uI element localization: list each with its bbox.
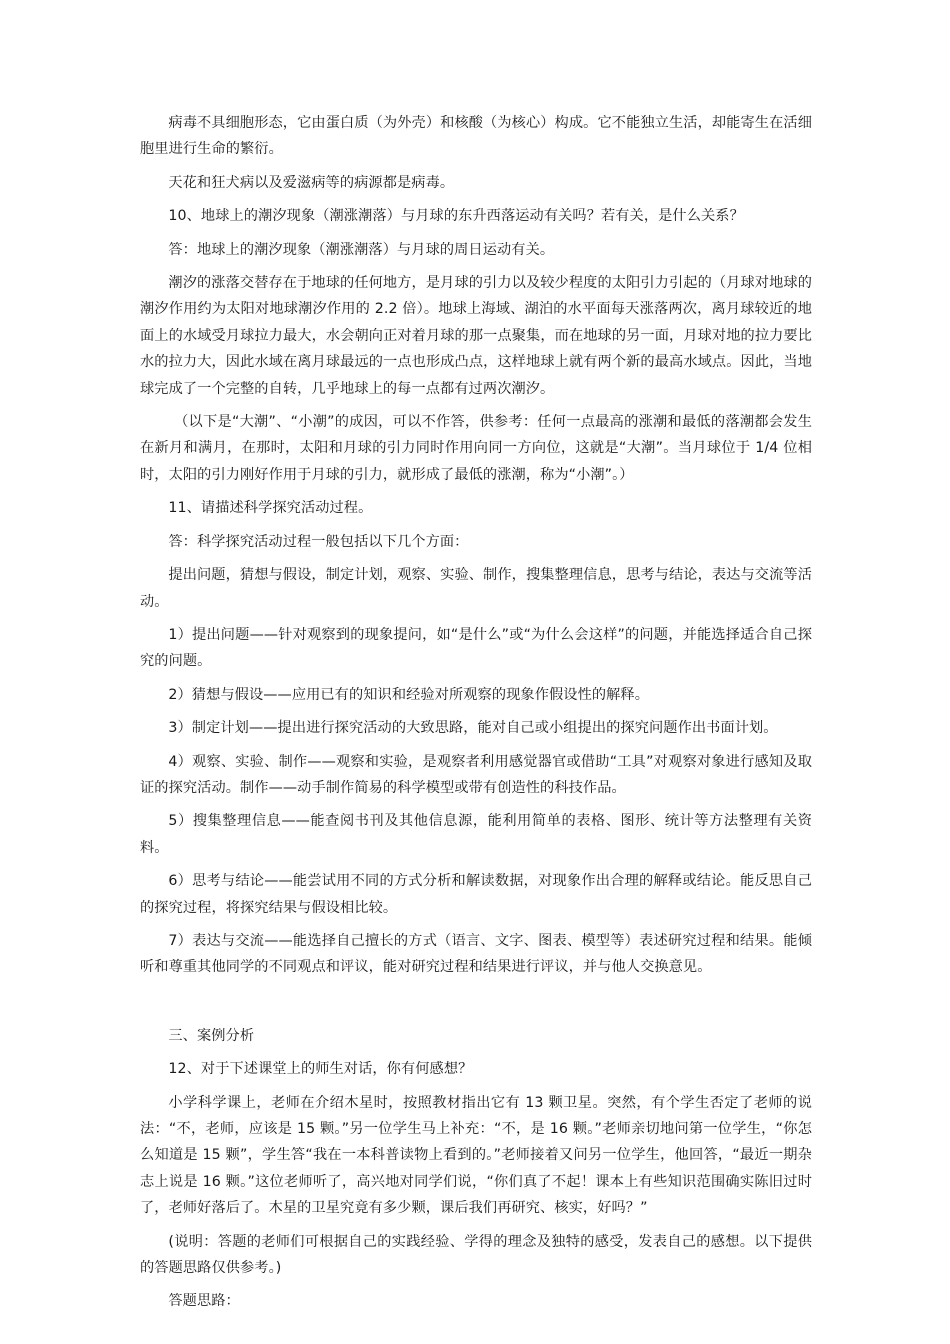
list-item-planning: 3）制定计划——提出进行探究活动的大致思路，能对自己或小组提出的探究问题作出书面计划。 [168, 720, 778, 737]
answer-10: 答：地球上的潮汐现象（潮涨潮落）与月球的周日运动有关。 [168, 241, 555, 258]
list-item-hypothesis: 2）猜想与假设——应用已有的知识和经验对所观察的现象作假设性的解释。 [168, 686, 650, 703]
list-item-collect-info: 5）搜集整理信息——能查阅书刊及其他信息源，能利用简单的表格、图形、统计等方法整理有关资料。 [140, 813, 812, 856]
paragraph-inquiry-overview: 提出问题，猜想与假设，制定计划，观察、实验、制作，搜集整理信息，思考与结论，表达与交流等活动。 [140, 567, 812, 610]
paragraph-answer-note: (说明：答题的老师们可根据自己的实践经验、学得的理念及独特的感受，发表自己的感想。以下提供的答题思路仅供参考。) [140, 1233, 812, 1277]
answer-11: 答：科学探究活动过程一般包括以下几个方面： [168, 533, 469, 550]
list-item-communication: 7）表达与交流——能选择自己擅长的方式（语言、文字、图表、模型等）表述研究过程和结果。能倾听和尊重其他同学的不同观点和评议，能对研究过程和结果进行评议，并与他人交换意见。 [140, 932, 812, 976]
paragraph-tide-explanation: 潮汐的涨落交替存在于地球的任何地方，是月球的引力以及较少程度的太阳引力引起的（月球对地球的潮汐作用约为太阳对地球潮汐作用的 2.2 倍）。地球上海域、湖泊的水平面每天涨落两次，离月球较近的地面上的水域受月球拉力最大，水会朝向正对着月球的那一点聚集，而在地球的另一面，月球对地的拉力要比水的拉力大，因此水域在离月球最远的一点也形成凸点，这样地球上就有两个新的最高水域点。因此，当地球完成了一个完整的自转，几乎地球上的每一点都有过两次潮汐。 [140, 275, 812, 397]
paragraph-classroom-dialogue: 小学科学课上，老师在介绍木星时，按照教材指出它有 13 颗卫星。突然，有个学生否定了老师的说法：“不，老师，应该是 15 颗。”另一位学生马上补充：“不，是 16 颗。”老师亲切地问第一位学生，“你怎么知道是 15 颗”，学生答“我在一本科普读物上看到的。”老师接着又问另一位学生，他回答，“最近一期杂志上说是 16 颗。”这位老师听了，高兴地对同学们说，“你们真了不起！课本上有些知识范围确实陈旧过时了，老师好落后了。木星的卫星究竟有多少颗，课后我们再研究、核实，好吗？” [140, 1094, 812, 1217]
list-item-conclusion: 6）思考与结论——能尝试用不同的方式分析和解读数据，对现象作出合理的解释或结论。能反思自己的探究过程，将探究结果与假设相比较。 [140, 873, 812, 916]
question-12: 12、对于下述课堂上的师生对话，你有何感想？ [168, 1061, 473, 1078]
paragraph-virus-structure: 病毒不具细胞形态，它由蛋白质（为外壳）和核酸（为核心）构成。它不能独立生活，却能寄生在活细胞里进行生命的繁衍。 [140, 115, 812, 158]
document-page [140, 110, 812, 1322]
paragraph-virus-diseases: 天花和狂犬病以及爱滋病等的病源都是病毒。 [168, 174, 455, 191]
question-10: 10、地球上的潮汐现象（潮涨潮落）与月球的东升西落运动有关吗？若有关，是什么关系？ [168, 208, 744, 225]
list-item-raise-question: 1）提出问题——针对观察到的现象提问，如“是什么”或“为什么会这样”的问题，并能选择适合自己探究的问题。 [140, 626, 812, 670]
section-heading-case-analysis: 三、案例分析 [168, 1027, 255, 1044]
list-item-observation: 4）观察、实验、制作——观察和实验，是观察者利用感觉器官或借助“工具”对观察对象进行感知及取证的探究活动。制作——动手制作简易的科学模型或带有创造性的科技作品。 [140, 753, 812, 796]
answer-hint-label: 答题思路： [168, 1293, 240, 1310]
question-11: 11、请描述科学探究活动过程。 [168, 500, 373, 517]
paragraph-spring-neap-tide: （以下是“大潮”、“小潮”的成因，可以不作答，供参考：任何一点最高的涨潮和最低的落潮都会发生在新月和满月，在那时，太阳和月球的引力同时作用向同一方向位，这就是“大潮”。当月球位于 1/4 位相时，太阳的引力刚好作用于月球的引力，就形成了最低的涨潮，称为“小潮”。） [140, 414, 812, 483]
